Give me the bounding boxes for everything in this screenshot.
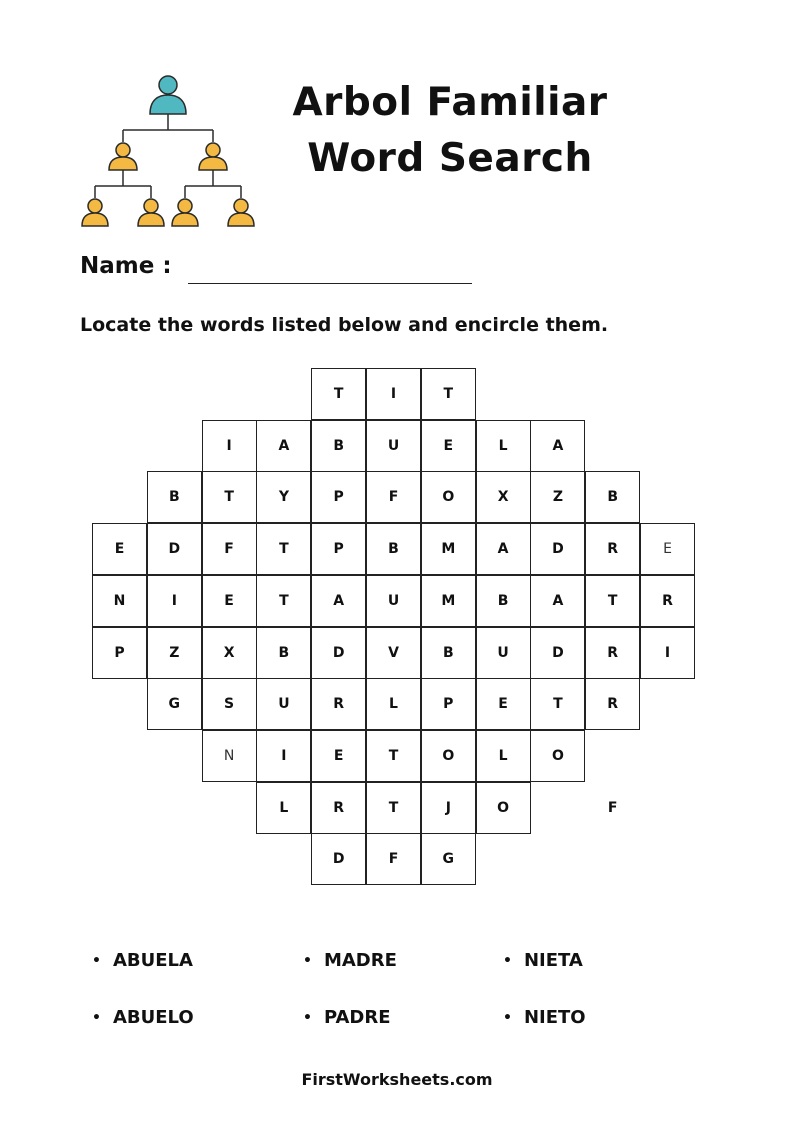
grid-cell[interactable]: T [366, 730, 421, 782]
grid-cell[interactable]: G [147, 678, 202, 730]
word-item [303, 1007, 391, 1028]
grid-cell[interactable]: U [366, 420, 421, 472]
grid-cell[interactable]: D [311, 833, 366, 885]
grid-cell[interactable]: T [585, 575, 640, 627]
grid-cell[interactable]: B [256, 627, 311, 679]
grid-cell[interactable]: I [640, 627, 695, 679]
grid-cell[interactable]: E [92, 523, 147, 575]
word-item [503, 1007, 586, 1028]
grid-cell[interactable]: A [530, 420, 585, 472]
grid-cell[interactable]: J [421, 782, 476, 834]
word-item [303, 950, 397, 971]
grid-cell[interactable]: T [421, 368, 476, 420]
grid-cell[interactable]: I [366, 368, 421, 420]
grid-cell[interactable]: B [147, 471, 202, 523]
grid-cell[interactable]: T [311, 368, 366, 420]
grid-cell[interactable]: Z [530, 471, 585, 523]
grid-cell[interactable]: P [92, 627, 147, 679]
grid-cell[interactable]: R [311, 678, 366, 730]
grid-cell[interactable]: X [202, 627, 257, 679]
grid-cell[interactable]: F [366, 471, 421, 523]
grid-cell[interactable]: M [421, 575, 476, 627]
grid-cell[interactable]: R [585, 523, 640, 575]
instructions: Locate the words listed below and encircle them. [80, 314, 609, 336]
grid-cell[interactable]: O [421, 730, 476, 782]
grid-cell[interactable]: D [147, 523, 202, 575]
grid-cell[interactable]: E [476, 678, 531, 730]
grid-cell[interactable]: O [421, 471, 476, 523]
grid-cell[interactable]: B [476, 575, 531, 627]
name-label: Name : [80, 253, 172, 279]
grid-cell[interactable]: B [421, 627, 476, 679]
grid-cell[interactable]: O [530, 730, 585, 782]
word-label: MADRE [323, 950, 397, 971]
grid-cell[interactable]: L [256, 782, 311, 834]
bullet-icon: • [303, 1009, 312, 1026]
grid-cell[interactable]: B [311, 420, 366, 472]
grid-cell[interactable]: I [256, 730, 311, 782]
word-item [503, 950, 583, 971]
grid-cell[interactable]: T [202, 471, 257, 523]
grid-cell[interactable]: E [640, 523, 695, 575]
bullet-icon: • [92, 1009, 101, 1026]
word-item [92, 950, 193, 971]
bullet-icon: • [303, 952, 312, 969]
grid-cell[interactable]: A [476, 523, 531, 575]
grid-cell[interactable]: N [92, 575, 147, 627]
grid-cell[interactable]: U [476, 627, 531, 679]
grid-cell[interactable]: T [530, 678, 585, 730]
grid-cell[interactable]: L [476, 730, 531, 782]
bullet-icon: • [92, 952, 101, 969]
stray-letter: F [585, 782, 640, 834]
word-label: NIETA [523, 950, 583, 971]
grid-cell[interactable]: A [311, 575, 366, 627]
grid-cell[interactable]: B [366, 523, 421, 575]
grid-cell[interactable]: T [256, 523, 311, 575]
title-line-2: Word Search [307, 136, 593, 181]
grid-cell[interactable]: T [366, 782, 421, 834]
grid-cell[interactable]: E [311, 730, 366, 782]
grid-cell[interactable]: E [202, 575, 257, 627]
word-label: ABUELA [112, 950, 193, 971]
grid-cell[interactable]: D [530, 627, 585, 679]
grid-cell[interactable]: I [147, 575, 202, 627]
grid-cell[interactable]: I [202, 420, 257, 472]
bullet-icon: • [503, 1009, 512, 1026]
grid-cell[interactable]: D [530, 523, 585, 575]
grid-cell[interactable]: S [202, 678, 257, 730]
grid-cell[interactable]: T [256, 575, 311, 627]
grid-cell[interactable]: E [421, 420, 476, 472]
word-label: PADRE [323, 1007, 391, 1028]
grid-cell[interactable]: R [640, 575, 695, 627]
grid-cell[interactable]: V [366, 627, 421, 679]
grid-cell[interactable]: P [421, 678, 476, 730]
grid-cell[interactable]: U [366, 575, 421, 627]
grid-cell[interactable]: X [476, 471, 531, 523]
grid-cell[interactable]: A [530, 575, 585, 627]
grid-cell[interactable]: U [256, 678, 311, 730]
grid-cell[interactable]: F [202, 523, 257, 575]
grid-cell[interactable]: L [476, 420, 531, 472]
footer-site: FirstWorksheets.com [301, 1070, 493, 1089]
word-label: ABUELO [112, 1007, 194, 1028]
grid-cell[interactable]: R [311, 782, 366, 834]
grid-cell[interactable]: P [311, 523, 366, 575]
grid-cell[interactable]: P [311, 471, 366, 523]
title-line-1: Arbol Familiar [292, 80, 608, 125]
word-label: NIETO [523, 1007, 586, 1028]
grid-cell[interactable]: L [366, 678, 421, 730]
grid-cell[interactable]: M [421, 523, 476, 575]
bullet-icon: • [503, 952, 512, 969]
grid-cell[interactable]: G [421, 833, 476, 885]
grid-cell[interactable]: O [476, 782, 531, 834]
grid-cell[interactable]: Y [256, 471, 311, 523]
word-item [92, 1007, 194, 1028]
grid-cell[interactable]: Z [147, 627, 202, 679]
grid-cell[interactable]: F [366, 833, 421, 885]
grid-cell[interactable]: R [585, 678, 640, 730]
grid-cell[interactable]: B [585, 471, 640, 523]
grid-cell[interactable]: A [256, 420, 311, 472]
grid-cell[interactable]: D [311, 627, 366, 679]
grid-cell[interactable]: N [202, 730, 257, 782]
grid-cell[interactable]: R [585, 627, 640, 679]
